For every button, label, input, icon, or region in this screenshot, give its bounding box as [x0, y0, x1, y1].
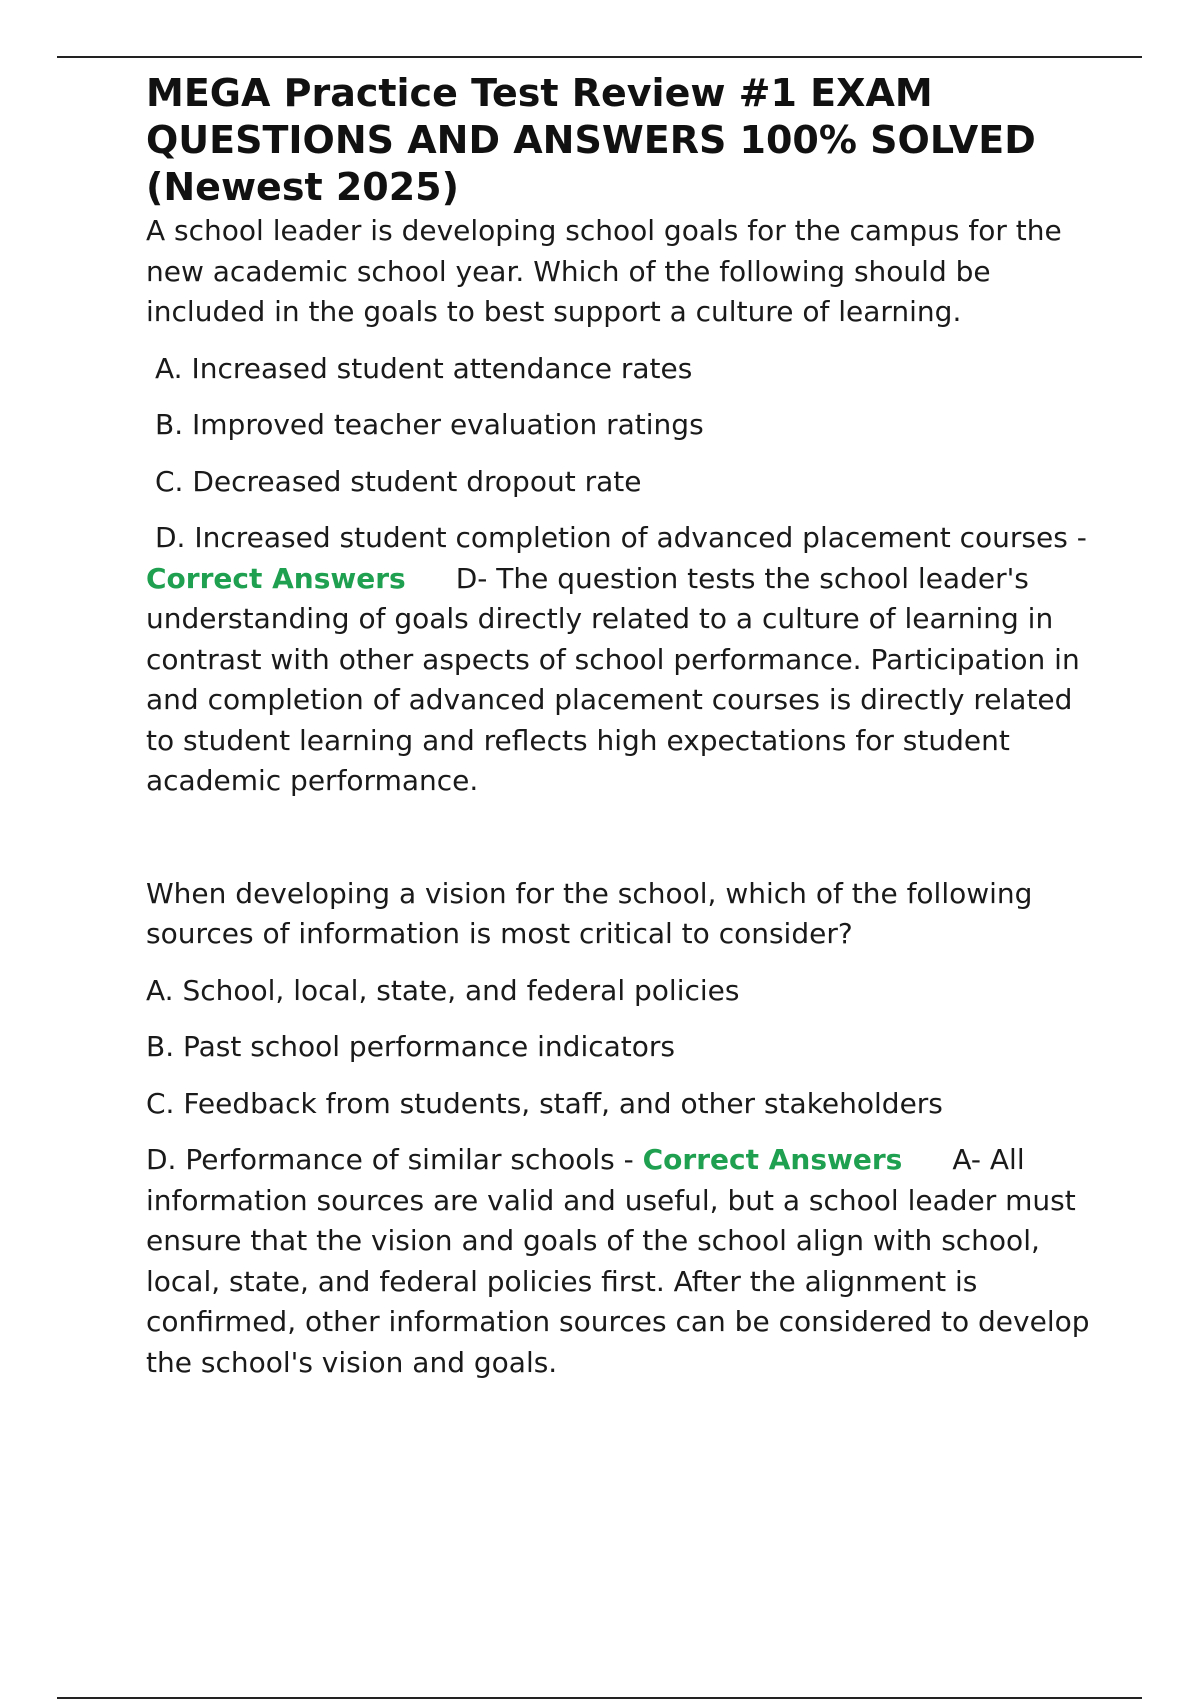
answer-option-c: C. Feedback from students, staff, and other stakeholders — [146, 1086, 943, 1120]
correct-answers-label: Correct Answers — [146, 561, 406, 595]
answer-option-b: B. Improved teacher evaluation ratings — [155, 408, 704, 441]
answer-option-b: B. Past school performance indicators — [146, 1030, 675, 1063]
document-title: MEGA Practice Test Review #1 EXAM QUESTIONS AND ANSWERS 100% SOLVED (Newest 2025) — [146, 71, 1036, 209]
answer-explanation: D- The question tests the school leader's understanding of goals directly related to a culture of learning in contrast with other aspects of school performance. Participation in and completion of advanced placement courses is directly related to student learning and reflects high expectations for student academic performance. — [146, 561, 1080, 797]
answer-option-d: D. Performance of similar schools - — [146, 1143, 643, 1176]
answer-option-d: D. Increased student completion of advanced placement courses - — [155, 521, 1087, 554]
question-block-2 — [146, 874, 1096, 1384]
correct-answers-label: Correct Answers — [642, 1143, 903, 1176]
bottom-rule — [57, 1697, 1142, 1699]
answer-option-d-with-explanation — [146, 518, 1096, 802]
answer-option-a: A. Increased student attendance rates — [155, 351, 693, 385]
answer-option-a: A. School, local, state, and federal policies — [146, 973, 740, 1007]
top-rule — [57, 56, 1142, 58]
question-prompt: A school leader is developing school goals for the campus for the new academic school year. Which of the following should be included in the goals to best support a culture of learning. — [146, 214, 1062, 328]
document-page — [146, 70, 1096, 1383]
answer-option-c: C. Decreased student dropout rate — [155, 464, 642, 498]
question-block-1 — [146, 211, 1096, 802]
answer-option-d-with-explanation — [146, 1140, 1096, 1383]
question-prompt: When developing a vision for the school, which of the following sources of information is most critical to consider? — [146, 876, 1033, 950]
answer-explanation: A- All information sources are valid and useful, but a school leader must ensure that the vision and goals of the school align with school, local, state, and federal policies first. After the alignment is confirmed, other information sources can be considered to develop the school's vision and goals. — [146, 1143, 1090, 1379]
